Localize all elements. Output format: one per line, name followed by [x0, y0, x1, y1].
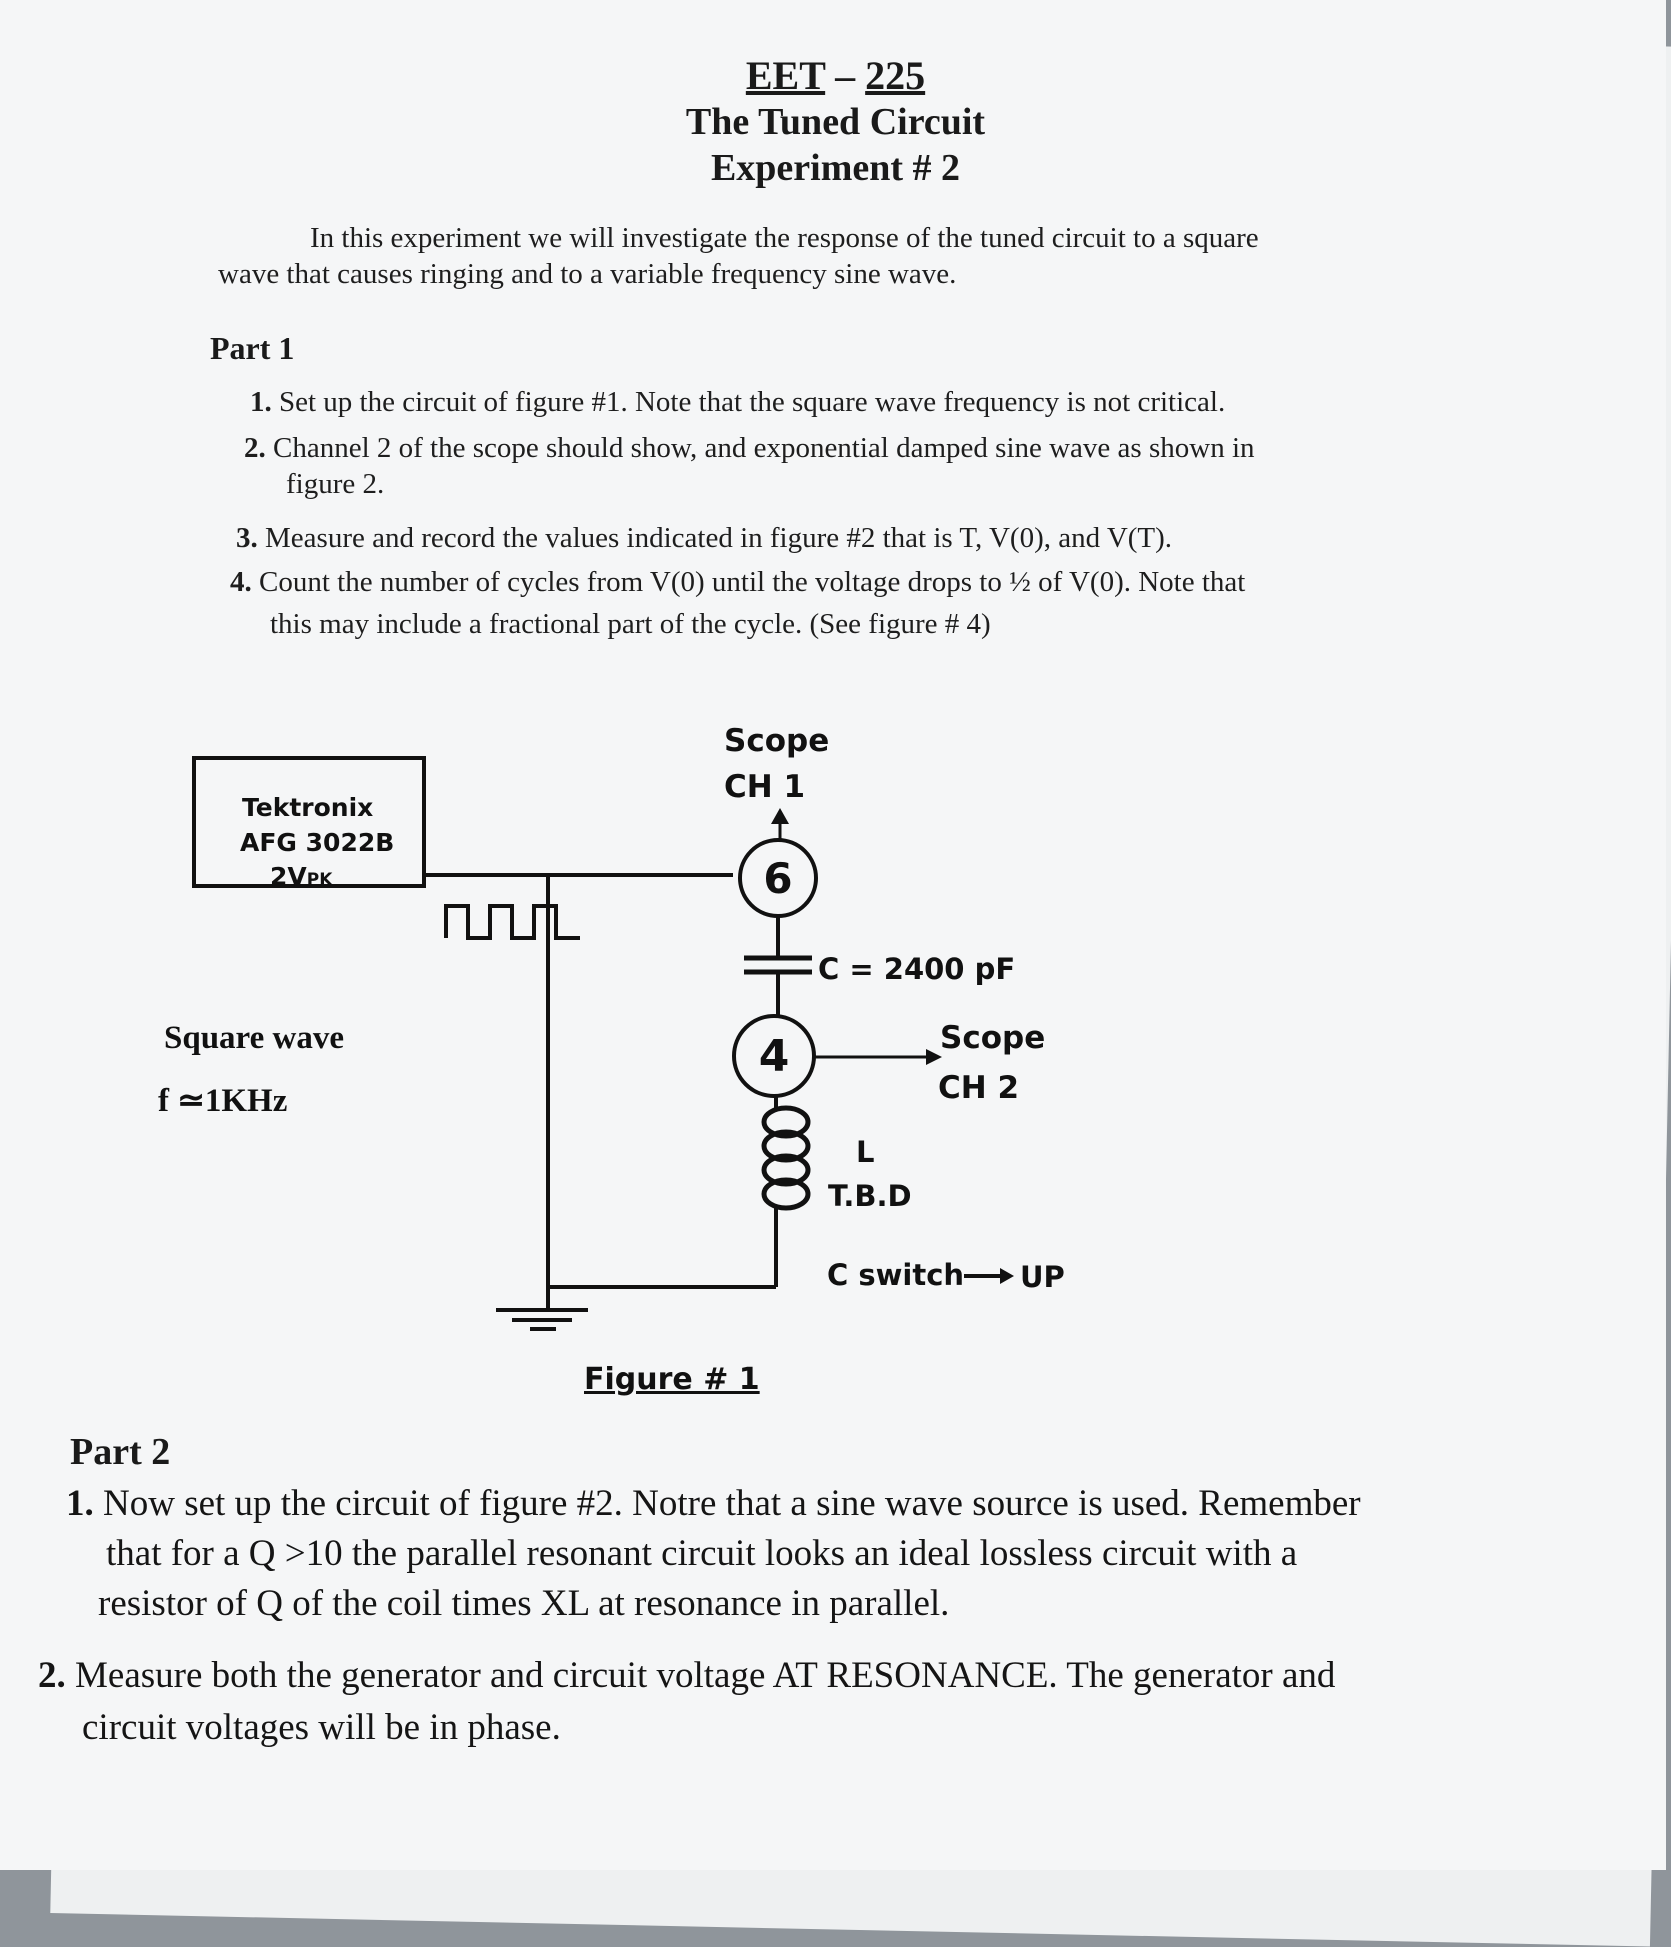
- part1-item-3: 3. Measure and record the values indicated in figure #2 that is T, V(0), and V(T).: [236, 522, 1173, 554]
- scope-ch1-label-1: Scope: [724, 723, 830, 759]
- scope-ch2-label-1: Scope: [940, 1020, 1046, 1056]
- part2-item-2: 2. Measure both the generator and circuit voltage AT RESONANCE. The generator and: [38, 1655, 1336, 1696]
- part1-item-4: 4. Count the number of cycles from V(0) until the voltage drops to ½ of V(0). Note that: [230, 566, 1246, 598]
- generator-label-2: AFG 3022B: [240, 828, 395, 857]
- generator-label-1: Tektronix: [242, 793, 374, 822]
- figure-caption: Figure # 1: [584, 1362, 760, 1397]
- up-arrow-icon: [771, 808, 789, 824]
- frequency-label: f ≃1KHz: [158, 1083, 288, 1119]
- arrow-right-icon: [1000, 1268, 1014, 1284]
- inductor-label-1: L: [856, 1135, 875, 1169]
- capacitor-label: C = 2400 pF: [818, 952, 1016, 986]
- part2-heading: Part 2: [70, 1431, 171, 1473]
- document-title: The Tuned Circuit: [685, 101, 986, 143]
- intro-line-2: wave that causes ringing and to a variable frequency sine wave.: [218, 258, 957, 290]
- inductor-label-2: T.B.D: [828, 1179, 912, 1213]
- part1-item-2: 2. Channel 2 of the scope should show, and exponential damped sine wave as shown in: [244, 432, 1255, 464]
- part2-item-1-cont-1: that for a Q >10 the parallel resonant circuit looks an ideal lossless circuit with a: [106, 1533, 1298, 1574]
- experiment-number: Experiment # 2: [710, 147, 961, 189]
- part1-item-1: 1. Set up the circuit of figure #1. Note that the square wave frequency is not critical.: [250, 386, 1226, 418]
- c-switch-label: C switch: [827, 1258, 965, 1292]
- course-title: EET – 225: [745, 53, 926, 98]
- part2-item-1: 1. Now set up the circuit of figure #2. Notre that a sine wave source is used. Remember: [66, 1483, 1361, 1524]
- intro-line-1: In this experiment we will investigate the response of the tuned circuit to a square: [310, 222, 1259, 254]
- part1-item-2-cont: figure 2.: [286, 468, 385, 500]
- generator-box: [194, 758, 424, 886]
- square-wave-icon: [446, 906, 580, 938]
- part1-heading: Part 1: [210, 330, 295, 366]
- part2-item-2-cont: circuit voltages will be in phase.: [82, 1707, 561, 1748]
- part1-item-4-cont: this may include a fractional part of the cycle. (See figure # 4): [270, 608, 991, 640]
- scope-ch1-label-2: CH 1: [724, 769, 806, 805]
- node-4-label: 4: [758, 1031, 790, 1082]
- scope-ch2-label-2: CH 2: [938, 1070, 1020, 1106]
- c-switch-state: UP: [1020, 1260, 1065, 1294]
- generator-amplitude: 2VPK: [270, 862, 333, 891]
- square-wave-label: Square wave: [164, 1020, 344, 1056]
- node-6-label: 6: [763, 854, 793, 903]
- inductor-coil-icon: [764, 1108, 808, 1208]
- part2-item-1-cont-2: resistor of Q of the coil times XL at resonance in parallel.: [98, 1583, 950, 1624]
